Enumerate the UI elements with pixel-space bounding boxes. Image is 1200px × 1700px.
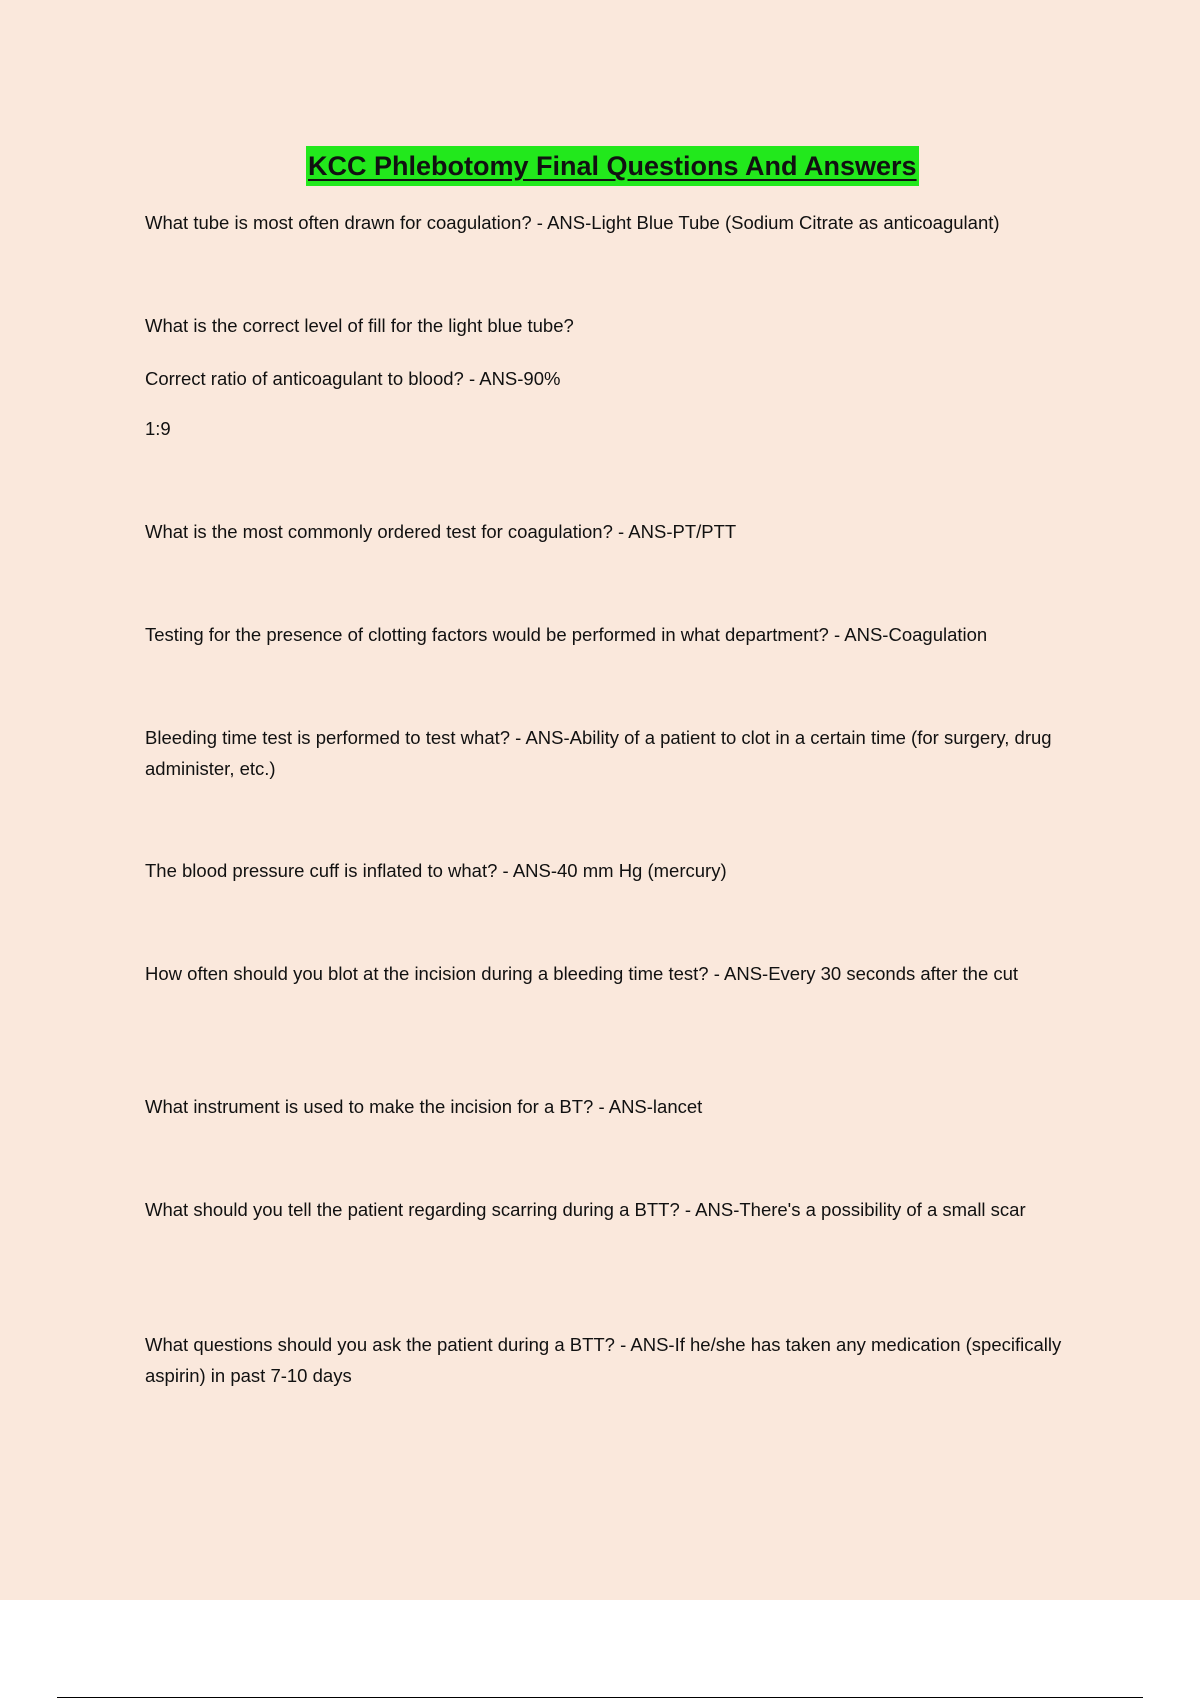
qa-line: What instrument is used to make the incision for a BT? - ANS-lancet xyxy=(145,1096,703,1117)
qa-line: What should you tell the patient regarding scarring during a BTT? - ANS-There's a possibility of a small scar xyxy=(145,1199,1026,1220)
qa-line: What is the most commonly ordered test for coagulation? - ANS-PT/PTT xyxy=(145,521,737,542)
qa-line: What is the correct level of fill for the light blue tube? xyxy=(145,315,574,336)
qa-line: Correct ratio of anticoagulant to blood? - ANS-90% xyxy=(145,368,561,389)
qa-line: The blood pressure cuff is inflated to what? - ANS-40 mm Hg (mercury) xyxy=(145,860,727,881)
qa-line: 1:9 xyxy=(145,418,171,439)
qa-line: How often should you blot at the incision during a bleeding time test? - ANS-Every 30 seconds after the cut xyxy=(145,963,1019,984)
footer-divider xyxy=(57,1697,1143,1698)
qa-line: Testing for the presence of clotting factors would be performed in what department? - ANS-Coagulation xyxy=(145,624,988,645)
qa-line: Bleeding time test is performed to test what? - ANS-Ability of a patient to clot in a certain time (for surgery, drug administer, etc.) xyxy=(145,727,1052,779)
document-title: KCC Phlebotomy Final Questions And Answers xyxy=(306,146,919,186)
qa-line: What questions should you ask the patient during a BTT? - ANS-If he/she has taken any medication (specifically aspirin) in past 7-10 days xyxy=(145,1334,1062,1386)
qa-line: What tube is most often drawn for coagulation? - ANS-Light Blue Tube (Sodium Citrate as anticoagulant) xyxy=(145,212,1000,233)
